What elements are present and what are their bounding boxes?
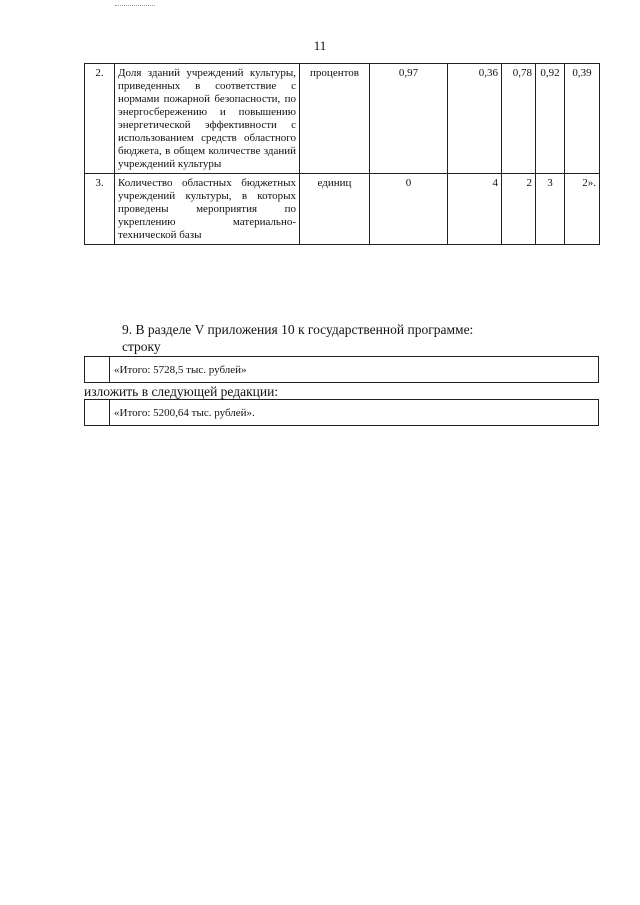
table-row (85, 174, 600, 245)
value-cell: 0,78 (502, 64, 536, 174)
value-cell: 3 (536, 174, 565, 245)
value-cell: 0,39 (565, 64, 600, 174)
amendment-target: строку (122, 339, 161, 354)
amendment-heading: 9. В разделе V приложения 10 к государственной программе: (122, 322, 474, 337)
indicators-table (84, 63, 600, 245)
table-row (85, 64, 600, 174)
page-number: 11 (313, 38, 327, 53)
value-cell: 0,97 (370, 64, 448, 174)
value-cell: 0,92 (536, 64, 565, 174)
empty-cell (85, 357, 110, 383)
new-total-text: «Итого: 5200,64 тыс. рублей». (110, 400, 599, 426)
value-cell: 4 (448, 174, 502, 245)
old-total-row (84, 356, 599, 383)
value-cell: 0 (370, 174, 448, 245)
value-cell: 2». (565, 174, 600, 245)
header-scan-mark (115, 5, 155, 8)
indicator-name: Доля зданий учреждений культуры, приведенных в соответствие с нормами пожарной безопасности, по энергосбережению и повышению энергетической эффективности с использованием средств областного бюджета, в общем количестве зданий учреждений культуры (115, 64, 300, 174)
amendment-paragraph (122, 321, 473, 355)
unit-cell: процентов (300, 64, 370, 174)
old-total-text: «Итого: 5728,5 тыс. рублей» (110, 357, 599, 383)
instruction-text: изложить в следующей редакции: (84, 384, 279, 399)
value-cell: 0,36 (448, 64, 502, 174)
new-total-row (84, 399, 599, 426)
row-number: 2. (85, 64, 115, 174)
indicator-name: Количество областных бюджетных учреждений культуры, в которых проведены мероприятия по укреплению материально-технической базы (115, 174, 300, 245)
empty-cell (85, 400, 110, 426)
unit-cell: единиц (300, 174, 370, 245)
row-number: 3. (85, 174, 115, 245)
value-cell: 2 (502, 174, 536, 245)
